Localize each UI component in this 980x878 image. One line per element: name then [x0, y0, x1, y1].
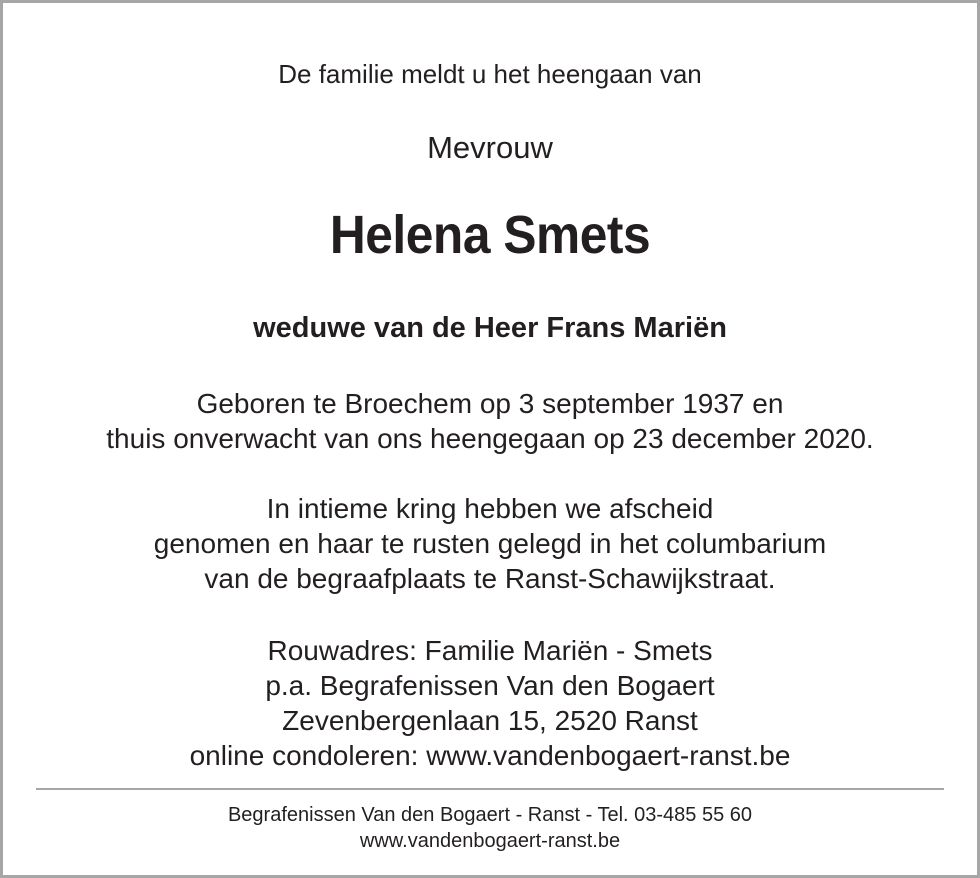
birth-death-paragraph: [3, 386, 977, 456]
farewell-paragraph: [3, 491, 977, 596]
deceased-name: Helena Smets: [329, 205, 651, 265]
farewell-line: genomen en haar te rusten gelegd in het columbarium: [153, 528, 827, 559]
mourning-address: [3, 633, 977, 773]
footer-website: www.vandenbogaert-ranst.be: [359, 830, 621, 852]
footer: [3, 802, 977, 854]
honorific: Mevrouw: [427, 130, 553, 165]
farewell-line: In intieme kring hebben we afscheid: [266, 493, 714, 524]
address-care-of: p.a. Begrafenissen Van den Bogaert: [265, 670, 715, 701]
birth-line: Geboren te Broechem op 3 september 1937 en: [196, 388, 784, 419]
address-contact: Rouwadres: Familie Mariën - Smets: [267, 635, 713, 666]
footer-company-line: Begrafenissen Van den Bogaert - Ranst - Tel. 03-485 55 60: [227, 804, 753, 826]
footer-divider: [36, 788, 944, 790]
intro-text: De familie meldt u het heengaan van: [278, 59, 702, 89]
online-condolence: online condoleren: www.vandenbogaert-ranst.be: [189, 740, 791, 771]
address-street: Zevenbergenlaan 15, 2520 Ranst: [282, 705, 698, 736]
farewell-line: van de begraafplaats te Ranst-Schawijkstraat.: [204, 563, 776, 594]
death-line: thuis onverwacht van ons heengegaan op 23 december 2020.: [106, 423, 874, 454]
spouse-line: weduwe van de Heer Frans Mariën: [253, 312, 727, 344]
